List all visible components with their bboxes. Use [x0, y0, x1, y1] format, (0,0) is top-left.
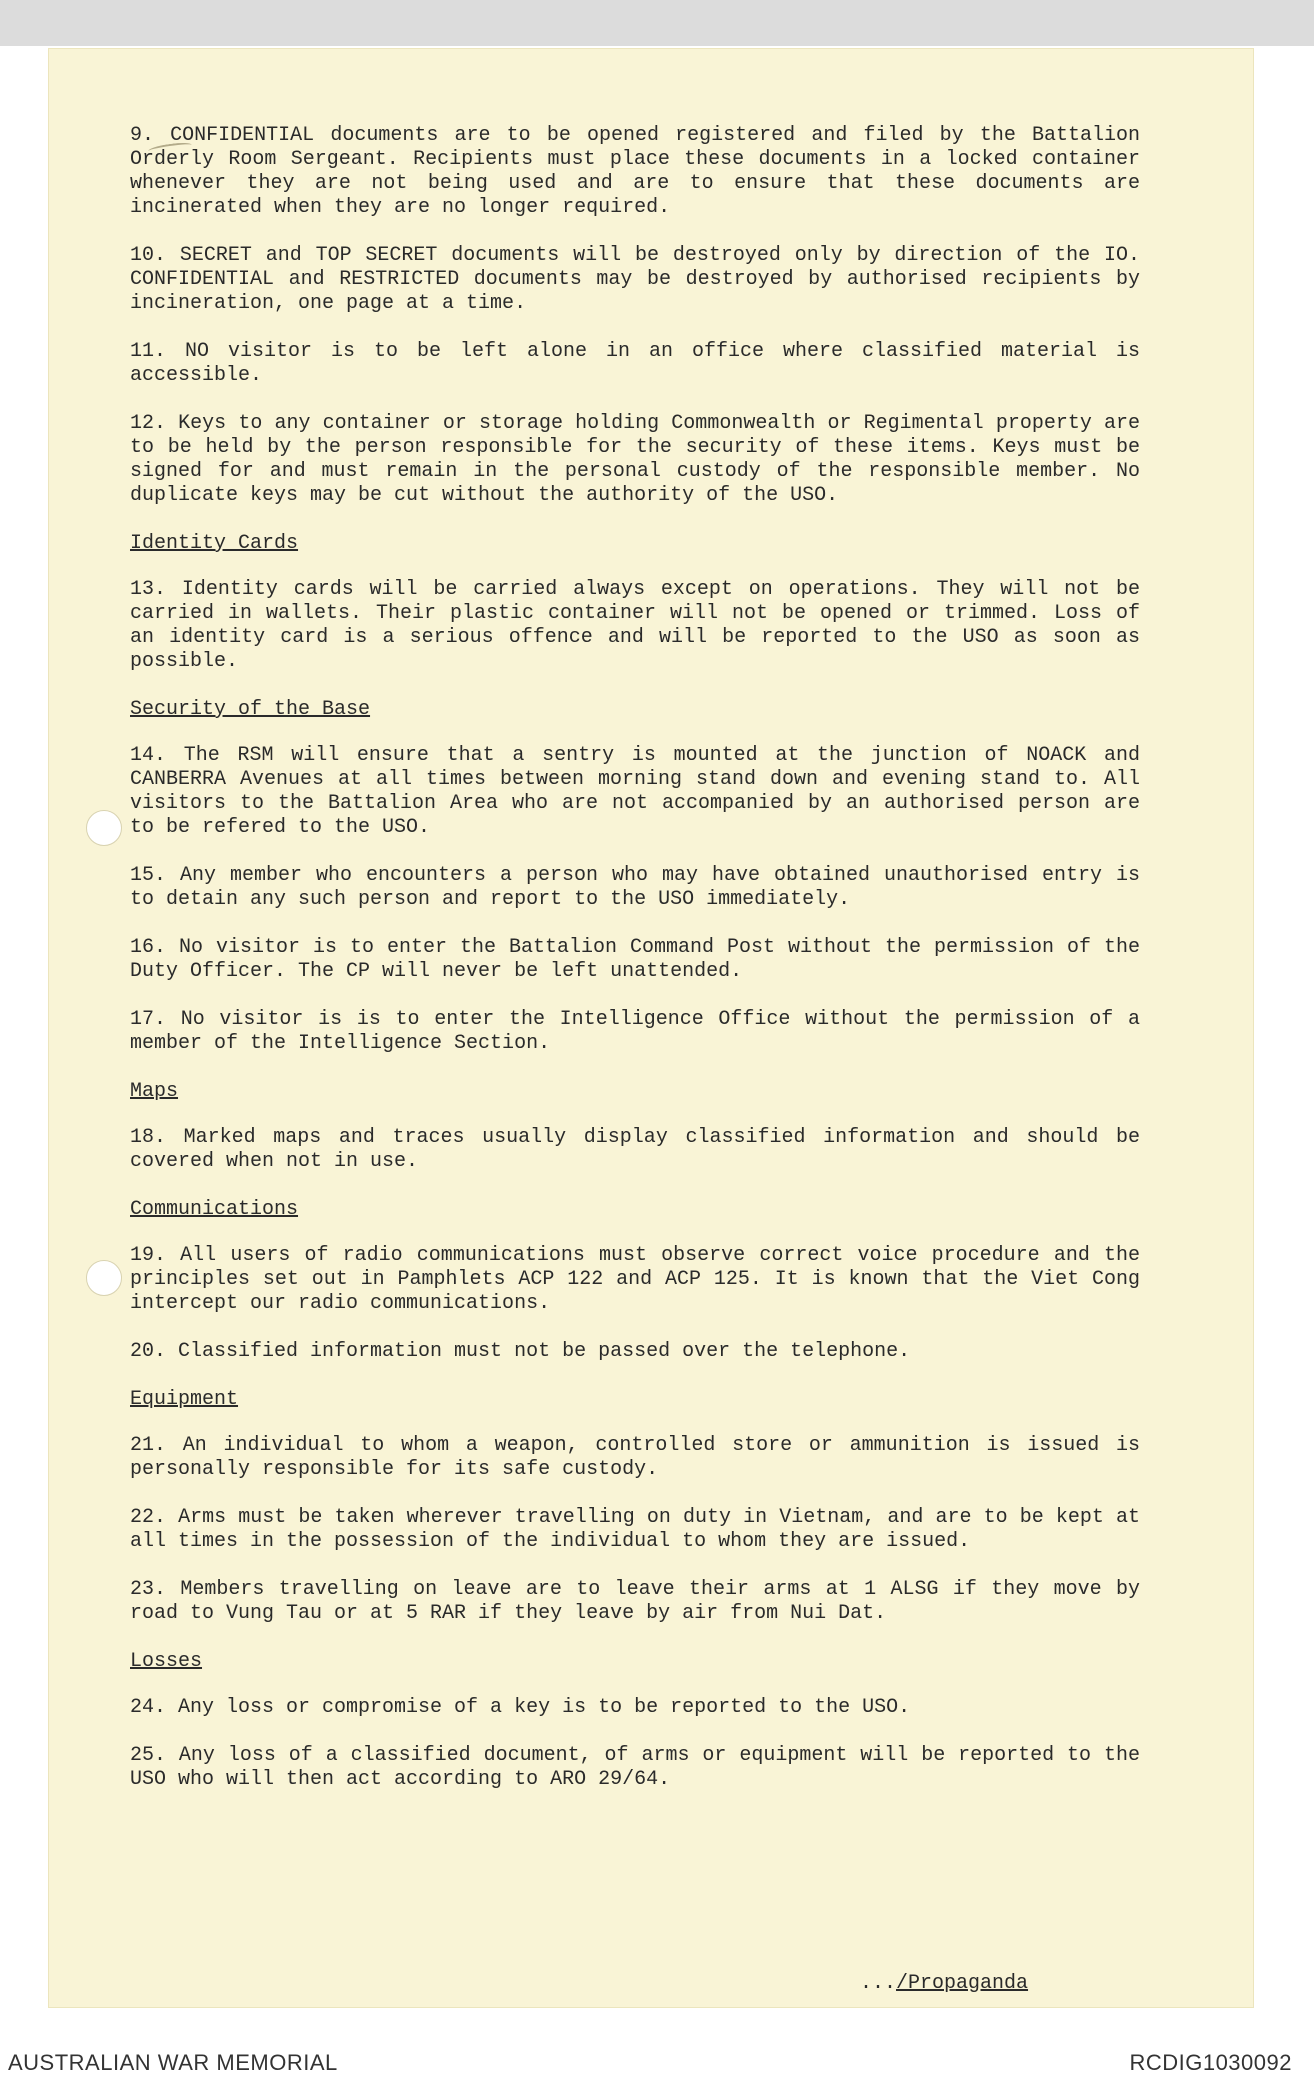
paragraph-24: 24. Any loss or compromise of a key is to be reported to the USO. — [130, 1696, 911, 1719]
archive-id: RCDIG1030092 — [1129, 2050, 1292, 2075]
heading-maps: Maps — [130, 1080, 179, 1103]
viewer-top-bar — [0, 0, 1314, 46]
heading-identity-cards: Identity Cards — [130, 532, 299, 555]
heading-security-of-base: Security of the Base — [130, 698, 371, 721]
paragraph-20: 20. Classified information must not be passed over the telephone. — [130, 1340, 911, 1363]
continuation-reference — [860, 1972, 1028, 1995]
paragraph-9: 9. CONFIDENTIAL documents are to be opened registered and filed by the Battalion Orderly Room Sergeant. Recipients must place these documents in a locked container whenever they are not being used and are to ensure that these documents are incinerated when they are no longer required. — [130, 124, 1140, 219]
paragraph-25: 25. Any loss of a classified document, of arms or equipment will be reported to the USO who will then act according to ARO 29/64. — [130, 1744, 1140, 1791]
heading-equipment: Equipment — [130, 1388, 239, 1411]
paragraph-16: 16. No visitor is to enter the Battalion Command Post without the permission of the Duty Officer. The CP will never be left unattended. — [130, 936, 1140, 983]
paragraph-10: 10. SECRET and TOP SECRET documents will be destroyed only by direction of the IO. CONFIDENTIAL and RESTRICTED documents may be destroyed by authorised recipients by incineration, one page at a time. — [130, 244, 1140, 315]
paragraph-19: 19. All users of radio communications must observe correct voice procedure and the principles set out in Pamphlets ACP 122 and ACP 125. It is known that the Viet Cong intercept our radio communications. — [130, 1244, 1140, 1315]
paragraph-12: 12. Keys to any container or storage holding Commonwealth or Regimental property are to be held by the person responsible for the security of these items. Keys must be signed for and must remain in the personal custody of the responsible member. No duplicate keys may be cut without the authority of the USO. — [130, 412, 1140, 507]
paragraph-15: 15. Any member who encounters a person who may have obtained unauthorised entry is to detain any such person and report to the USO immediately. — [130, 864, 1140, 911]
paragraph-14: 14. The RSM will ensure that a sentry is mounted at the junction of NOACK and CANBERRA Avenues at all times between morning stand down and evening stand to. All visitors to the Battalion Area who are not accompanied by an authorised person are to be refered to the USO. — [130, 744, 1140, 839]
paragraph-22: 22. Arms must be taken wherever travelling on duty in Vietnam, and are to be kept at all times in the possession of the individual to whom they are issued. — [130, 1506, 1140, 1553]
paragraph-11: 11. NO visitor is to be left alone in an office where classified material is accessible. — [130, 340, 1140, 387]
paragraph-17: 17. No visitor is is to enter the Intelligence Office without the permission of a member of the Intelligence Section. — [130, 1008, 1140, 1055]
punch-hole-icon — [86, 810, 122, 846]
heading-losses: Losses — [130, 1650, 203, 1673]
paragraph-13: 13. Identity cards will be carried always except on operations. They will not be carried in wallets. Their plastic container will not be opened or trimmed. Loss of an identity card is a serious offence and will be reported to the USO as soon as possible. — [130, 578, 1140, 673]
continuation-prefix: ... — [860, 1972, 897, 1995]
punch-hole-icon — [86, 1260, 122, 1296]
heading-communications: Communications — [130, 1198, 299, 1221]
paragraph-18: 18. Marked maps and traces usually display classified information and should be covered when not in use. — [130, 1126, 1140, 1173]
paragraph-21: 21. An individual to whom a weapon, controlled store or ammunition is issued is personally responsible for its safe custody. — [130, 1434, 1140, 1481]
document-body — [130, 124, 1140, 1816]
continuation-word: /Propaganda — [896, 1972, 1029, 1995]
paragraph-23: 23. Members travelling on leave are to leave their arms at 1 ALSG if they move by road to Vung Tau or at 5 RAR if they leave by air from Nui Dat. — [130, 1578, 1140, 1625]
archive-credit: AUSTRALIAN WAR MEMORIAL — [8, 2050, 338, 2075]
